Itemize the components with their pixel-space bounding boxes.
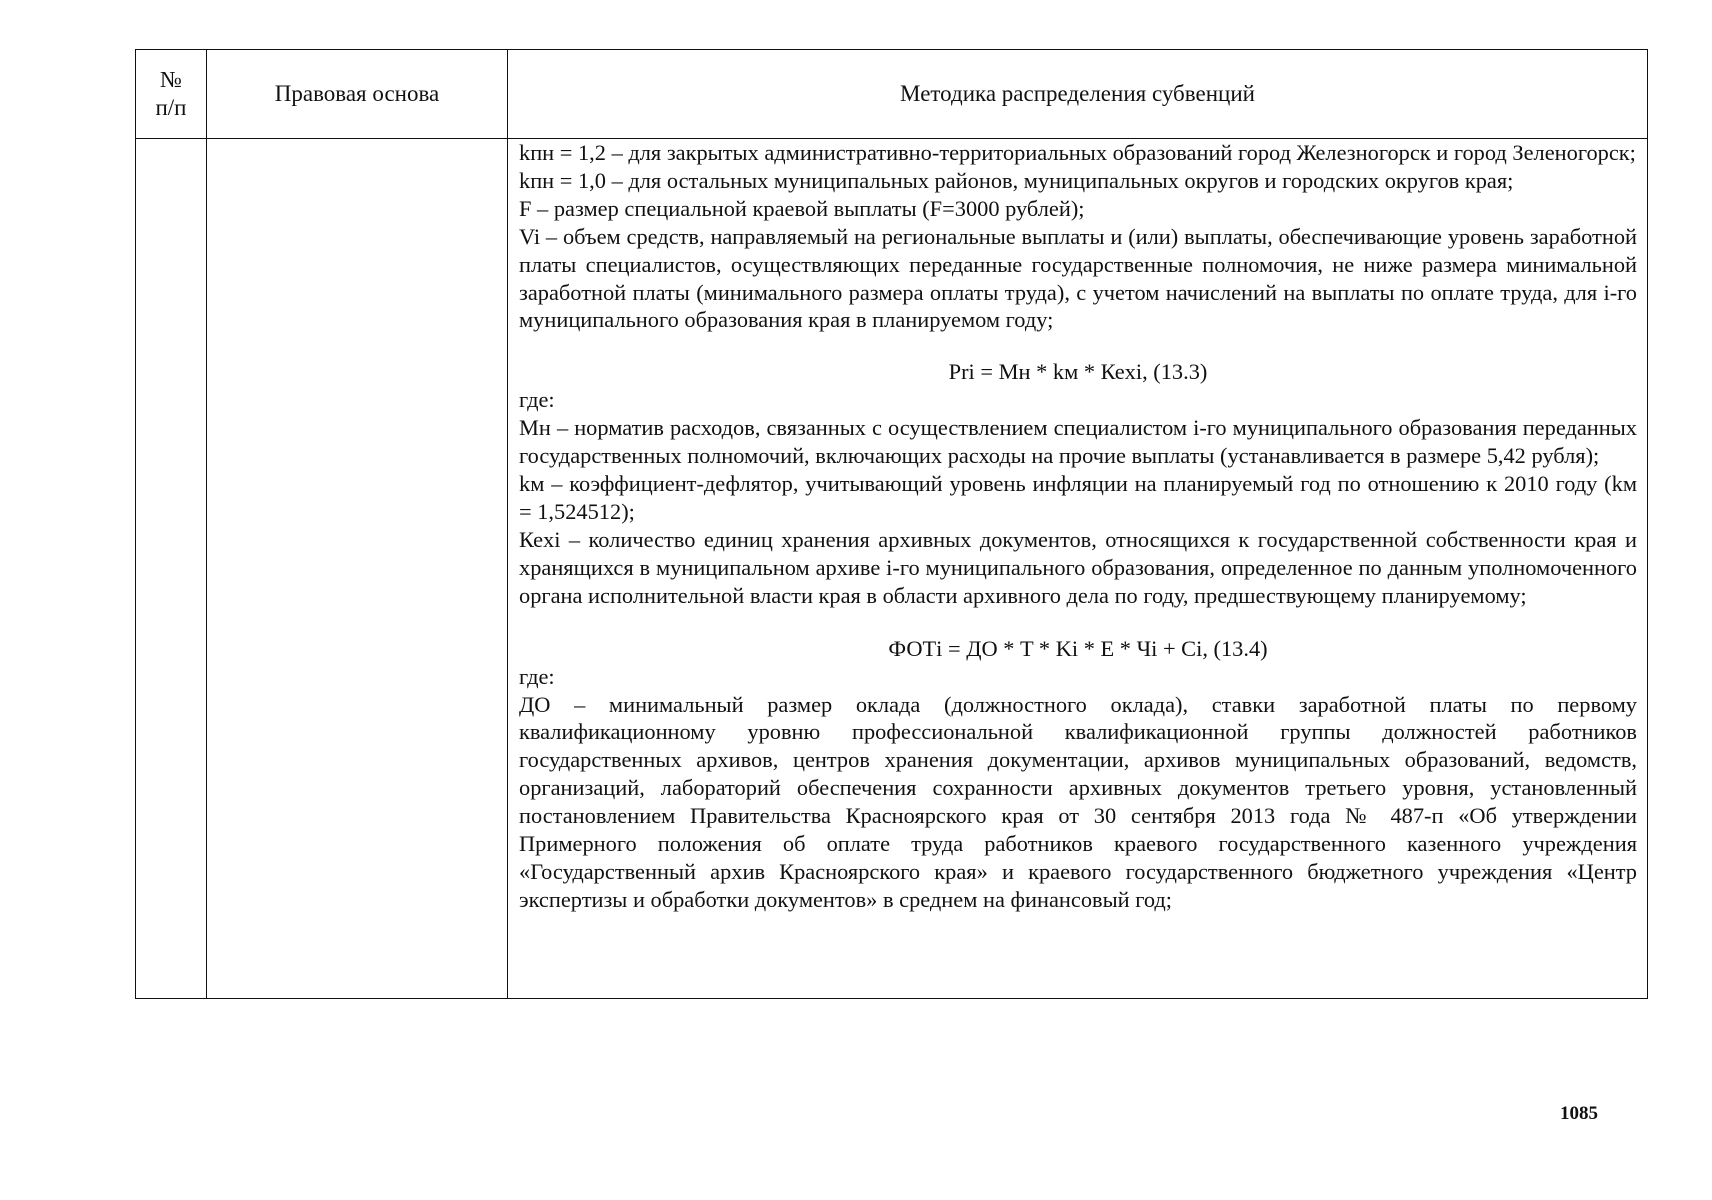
base-salary-definition: ДО – минимальный размер оклада (должностного оклада), ставки заработной платы по первому квалификационному уровню профессиональной квалификационной группы должностей работников государственных архивов, центров хранения документации, архивов муниципальных образований, ведомств, организаций, лабораторий обеспечения сохранности архивных документов третьего уровня, установленный постановлением Правительства Красноярского края от 30 сентября 2013 года № 487-п «Об утверждении Примерного положения об оплате труда работников краевого государственного казенного учреждения «Государственный архив Красноярского края» и краевого государственного бюджетного учреждения «Центр экспертизы и обработки документов» в среднем на финансовый год; [519,691,1637,912]
formula-13-3: Pri = Мн * kм * Кеxi, (13.3) [948,359,1208,385]
header-distribution-method: Методика распределения субвенций [508,50,1648,139]
regional-payments-definition: Vi – объем средств, направляемый на региональные выплаты и (или) выплаты, обеспечивающие уровень заработной платы специалистов, осуществляющих переданные государственные полномочия, не ниже размера минимальной заработной платы (минимального размера оплаты труда), с учетом начислений на выплаты по оплате труда, для i-го муниципального образования края в планируемом году; [519,223,1637,333]
expense-norm-definition: Мн – норматив расходов, связанных с осуществлением специалистом i-го муниципального образования переданных государственных полномочий, включающих расходы на прочие выплаты (устанавливается в размере 5,42 рубля); [519,415,1637,469]
where-label-1: где: [519,387,555,413]
header-legal-basis: Правовая основа [207,50,508,139]
header-row-number: № п/п [136,50,207,139]
table-row [136,139,1648,999]
methodology-table [135,49,1648,999]
deflator-coefficient-definition: kм – коэффициент-дефлятор, учитывающий уровень инфляции на планируемый год по отношению к 2010 году (kм = 1,524512); [519,471,1637,524]
page-number: 1085 [1560,1103,1598,1124]
where-label-2: где: [519,663,555,689]
formula-13-4: ФОТi = ДО * T * Ki * E * Чi + Ci, (13.4) [888,635,1268,661]
kpn-other-municipalities-text: kпн = 1,0 – для остальных муниципальных районов, муниципальных округов и городских округов края; [519,167,1514,193]
table-header-row [136,50,1648,139]
special-payment-definition: F – размер специальной краевой выплаты (F=3000 рублей); [519,195,1085,221]
legal-basis-cell [207,139,508,999]
row-number-cell [136,139,207,999]
kpn-closed-territories-text: kпн = 1,2 – для закрытых административно-территориальных образований город Железногорск и город Зеленогорск; [519,140,1636,165]
method-cell [508,139,1648,999]
storage-units-definition: Кеxi – количество единиц хранения архивных документов, относящихся к государственной собственности края и хранящихся в муниципальном архиве i-го муниципального образования, определенное по данным уполномоченного органа исполнительной власти края в области архивного дела по году, предшествующему планируемому; [519,526,1637,608]
